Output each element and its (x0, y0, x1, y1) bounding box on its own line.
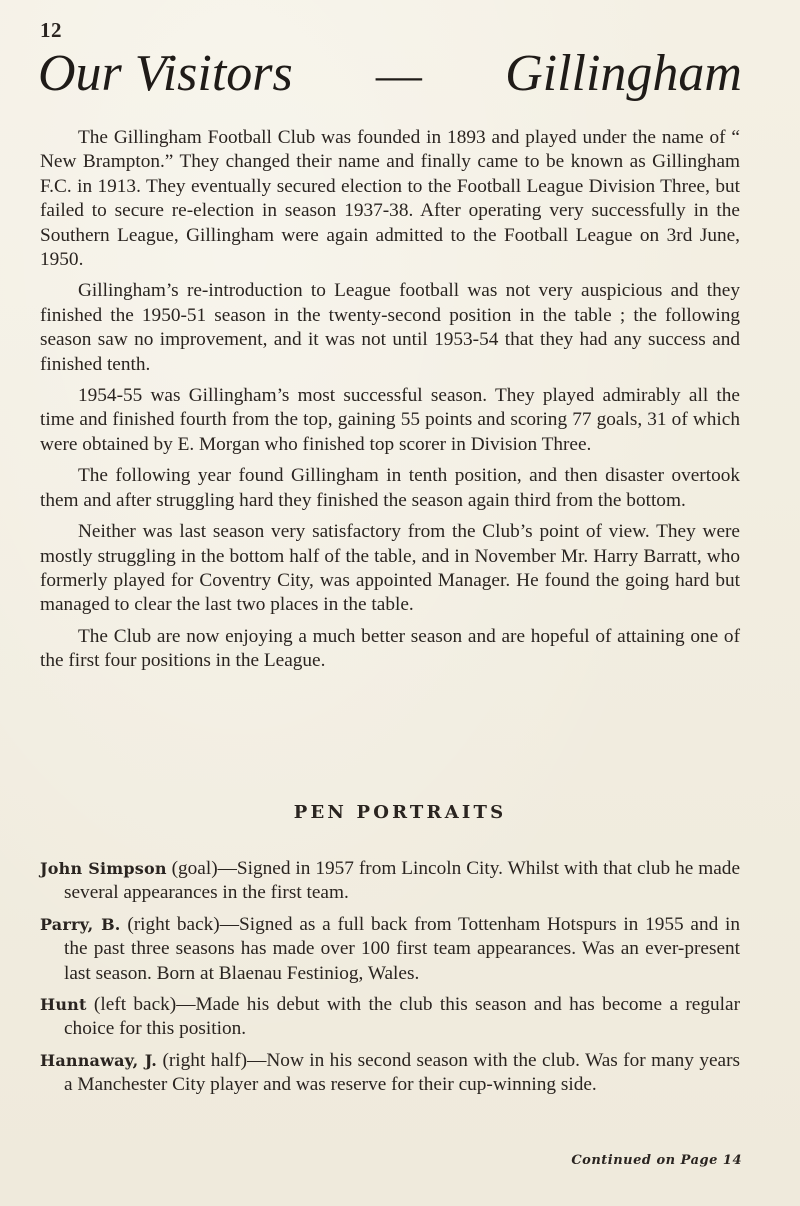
history-paragraph-4: The following year found Gillingham in tenth position, and then disaster overtook them and after struggling hard they finished the season again third from the bottom. (40, 465, 740, 511)
history-paragraph-2: Gillingham’s re-introduction to League football was not very auspicious and they finished the 1950-51 season in the twenty-second position in the table ; the following season saw no improvement, and it was not until 1953-54 that they had any success and finished tenth. (40, 280, 740, 375)
player-description: (left back)—Made his debut with the club this season and has become a regular choice for this position. (64, 994, 740, 1040)
history-paragraph-6: The Club are now enjoying a much better season and are hopeful of attaining one of the first four positions in the League. (40, 625, 740, 672)
player-description: (goal)—Signed in 1957 from Lincoln City. Whilst with that club he made several appearances in the first team. (64, 858, 741, 904)
page-number: 12 (40, 18, 62, 42)
player-name: Hannaway, J. (40, 1050, 158, 1070)
player-description: (right half)—Now in his second season with the club. Was for many years a Manchester City player and was reserve for their cup-winning side. (64, 1049, 740, 1096)
player-name: John Simpson (40, 859, 167, 878)
title-club-name: Gillingham (505, 45, 742, 102)
player-name: Parry, B. (40, 914, 121, 934)
history-paragraph-5: Neither was last season very satisfactory from the Club’s point of view. They were mostly struggling in the bottom half of the table, and in November Mr. Harry Barratt, who formerly played for Coventry City, was appointed Manager. He found the going hard but managed to clear the last two places in the table. (40, 521, 740, 616)
player-name: Hunt (40, 995, 87, 1015)
title-our-visitors: Our Visitors (38, 45, 293, 102)
portrait-entry (40, 993, 740, 1042)
continued-on-page-note: Continued on Page 14 (571, 1153, 742, 1168)
portrait-entry (40, 1049, 740, 1098)
player-description: (right back)—Signed as a full back from Tottenham Hotspurs in 1955 and in the past three seasons has made over 100 first team appearances. Was an ever-present last season. Born at Blaenau Festiniog, Wales. (64, 913, 740, 984)
portrait-entry (40, 857, 740, 906)
page-title (38, 44, 742, 108)
history-paragraph-1: The Gillingham Football Club was founded in 1893 and played under the name of “ New Brampton.” They changed their name and finally came to be known as Gillingham F.C. in 1913. They eventually secured election to the Football League Division Three, but failed to secure re-election in season 1937-38. After operating very successfully in the Southern League, Gillingham were again admitted to the Football League on 3rd June, 1950. (40, 127, 740, 271)
title-dash: — (375, 49, 422, 100)
pen-portraits-heading: PEN PORTRAITS (293, 802, 507, 823)
club-history-article (40, 126, 740, 681)
portrait-entry (40, 913, 740, 986)
history-paragraph-3: 1954-55 was Gillingham’s most successful season. They played admirably all the time and finished fourth from the top, gaining 55 points and scoring 77 goals, 31 of which were obtained by E. Morgan who finished top scorer in Division Three. (40, 385, 740, 455)
pen-portraits-list (40, 857, 740, 1105)
